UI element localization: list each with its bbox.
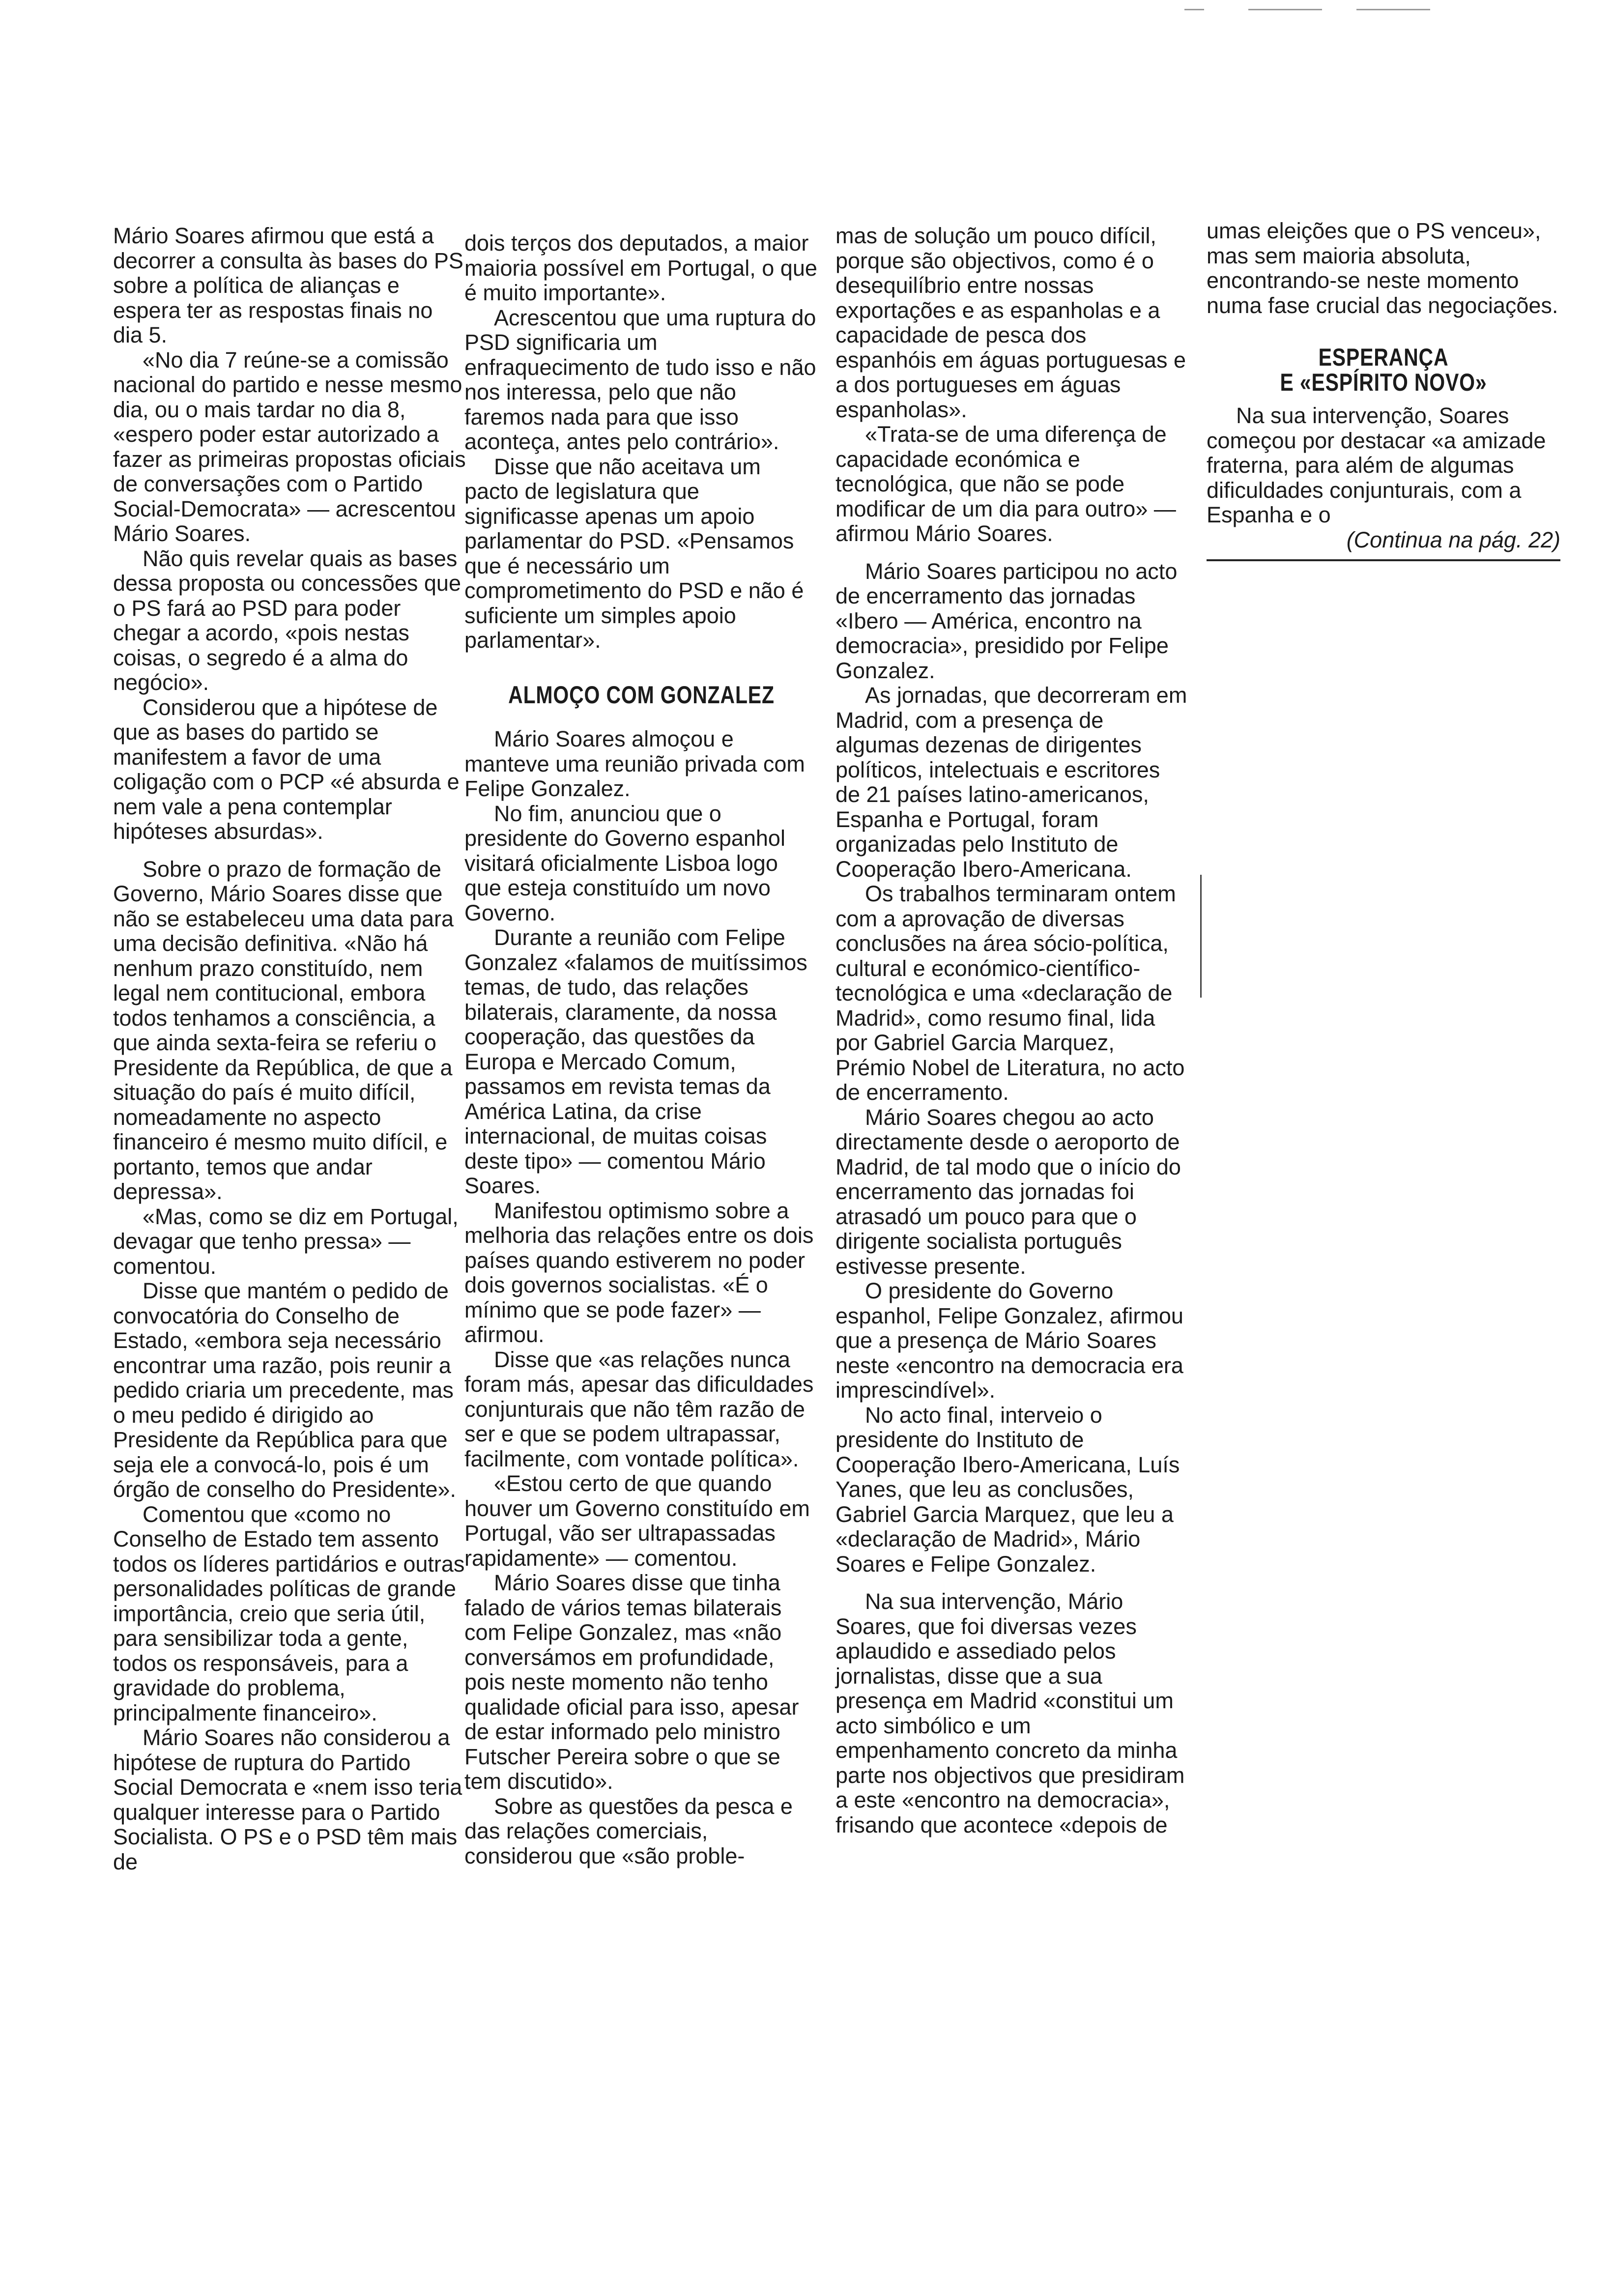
paragraph: O presidente do Governo espanhol, Felipe Gonzalez, afirmou que a presença de Mário Soares neste «encontro na democracia era imprescindível». <box>835 1278 1183 1403</box>
paragraph: Disse que «as relações nunca foram más, apesar das dificuldades conjunturais que não têm razão de ser e que se podem ultrapassar, facilmente, com vontade política». <box>464 1347 814 1471</box>
top-rule-right <box>1356 9 1430 10</box>
article-column-2 <box>464 231 818 1868</box>
paragraph: Sobre o prazo de formação de Governo, Mário Soares disse que não se estabeleceu uma data para uma decisão definitiva. «Não há nenhum prazo constituído, nem legal nem contitucional, embora todos tenhamos a consciência, a que ainda sexta-feira se referiu o Presidente da República, de que a situação do país é muito difícil, nomeadamente no aspecto financeiro é mesmo muito difícil, e portanto, temos que andar depressa». <box>113 856 454 1204</box>
paragraph: Acrescentou que uma ruptura do PSD significaria um enfraquecimento de tudo isso e não nos interessa, pelo que não faremos nada para que isso aconteça, antes pelo contrário». <box>464 305 816 454</box>
article-column-1 <box>113 224 467 1874</box>
paragraph: Durante a reunião com Felipe Gonzalez «falamos de muitíssimos temas, de tudo, das relações bilaterais, claramente, da nossa cooperação, das questões da Europa e Mercado Comum, passamos em revista temas da América Latina, da crise internacional, de muitas coisas deste tipo» — comentou Mário Soares. <box>464 925 807 1198</box>
paragraph: Disse que mantém o pedido de convocatória do Conselho de Estado, «embora seja necessário encontrar uma razão, pois reunir a pedido criaria um precedente, mas o meu pedido é dirigido ao Presidente da República para que seja ele a convocá-lo, pois é um órgão de conselho do Presidente». <box>113 1278 457 1502</box>
paragraph: Manifestou optimismo sobre a melhoria das relações entre os dois países quando estiverem no poder dois governos socialistas. «É o mínimo que se pode fazer» — afirmou. <box>464 1198 814 1347</box>
article-column-3 <box>835 224 1189 1837</box>
paragraph: Mário Soares disse que tinha falado de vários temas bilaterais com Felipe Gonzalez, mas «não conversámos em profundidade, pois neste momento não tenho qualidade oficial para isso, apesar de estar informado pelo ministro Futscher Pereira sobre o que se tem discutido». <box>464 1570 799 1794</box>
paragraph: Na sua intervenção, Mário Soares, que foi diversas vezes aplaudido e assediado pelos jornalistas, disse que a sua presença em Madrid «constitui um acto simbólico e um empenhamento concreto da minha parte nos objectivos que presidiram a este «encontro na democracia», frisando que acontece «depois de <box>835 1589 1185 1837</box>
paragraph: Na sua intervenção, Soares começou por destacar «a amizade fraterna, para além de algumas dificuldades conjunturais, com a Espanha e o <box>1207 403 1546 527</box>
paragraph: Disse que não aceitava um pacto de legislatura que significasse apenas um apoio parlamentar do PSD. «Pensamos que é necessário um comprometimento do PSD e não é suficiente um simples apoio parlamentar». <box>464 454 804 653</box>
top-rule-left <box>1184 9 1204 10</box>
paragraph: dois terços dos deputados, a maior maioria possível em Portugal, o que é muito importante». <box>464 230 817 305</box>
paragraph: Mário Soares almoçou e manteve uma reunião privada com Felipe Gonzalez. <box>464 726 805 801</box>
top-rule-mid <box>1248 9 1322 10</box>
paragraph: Sobre as questões da pesca e das relações comerciais, considerou que «são proble- <box>464 1793 793 1868</box>
paragraph: Mário Soares participou no acto de encerramento das jornadas «Ibero — América, encontro na democracia», presidido por Felipe Gonzalez. <box>835 558 1178 683</box>
paragraph: Mário Soares chegou ao acto directamente desde o aeroporto de Madrid, de tal modo que o início do encerramento das jornadas foi atrasadó um pouco para que o dirigente socialista português estivesse presente. <box>835 1104 1181 1279</box>
paragraph: Considerou que a hipótese de que as bases do partido se manifestem a favor de uma coligação com o PCP «é absurda e nem vale a pena contemplar hipóteses absurdas». <box>113 694 460 844</box>
paragraph: Não quis revelar quais as bases dessa proposta ou concessões que o PS fará ao PSD para poder chegar a acordo, «pois nestas coisas, o segredo é a alma do negócio». <box>113 545 461 695</box>
paragraph: Os trabalhos terminaram ontem com a aprovação de diversas conclusões na área sócio-política, cultural e económico-científico-tecnológica e uma «declaração de Madrid», como resumo final, lida por Gabriel Garcia Marquez, Prémio Nobel de Literatura, no acto de encerramento. <box>835 881 1185 1105</box>
paragraph: As jornadas, que decorreram em Madrid, com a presença de algumas dezenas de dirigentes políticos, intelectuais e escritores de 21 países latino-americanos, Espanha e Portugal, foram organizadas pelo Instituto de Cooperação Ibero-Americana. <box>835 683 1187 882</box>
continuation-note: (Continua na pág. 22) <box>1207 528 1560 562</box>
article-column-4 <box>1207 219 1560 561</box>
section-heading-esperanca-line2: E «ESPÍRITO NOVO» <box>1280 368 1487 396</box>
paragraph: umas eleições que o PS venceu», mas sem maioria absoluta, encontrando-se neste momento numa fase crucial das negociações. <box>1207 218 1558 318</box>
paragraph: «No dia 7 reúne-se a comissão nacional do partido e nesse mesmo dia, ou o mais tardar no dia 8, «espero poder estar autorizado a fazer as primeiras propostas oficiais de conversações com o Partido Social-Democrata» — acrescentou Mário Soares. <box>113 347 466 546</box>
paragraph: No fim, anunciou que o presidente do Governo espanhol visitará oficialmente Lisboa logo que esteja constituído um novo Governo. <box>464 801 785 925</box>
section-heading-almoco: ALMOÇO COM GONZALEZ <box>508 681 775 709</box>
paragraph: No acto final, interveio o presidente do Instituto de Cooperação Ibero-Americana, Luís Yanes, que leu as conclusões, Gabriel Garcia Marquez, que leu a «declaração de Madrid», Mário Soares e Felipe Gonzalez. <box>835 1402 1180 1577</box>
paragraph: Comentou que «como no Conselho de Estado tem assento todos os líderes partidários e outras personalidades políticas de grande importância, creio que seria útil, para sensibilizar toda a gente, todos os responsáveis, para a gravidade do problema, principalmente financeiro». <box>113 1501 465 1725</box>
paragraph: «Trata-se de uma diferença de capacidade económica e tecnológica, que não se pode modificar de um dia para outro» — afirmou Mário Soares. <box>835 422 1176 546</box>
paragraph: «Mas, como se diz em Portugal, devagar que tenho pressa» — comentou. <box>113 1204 459 1279</box>
paragraph: mas de solução um pouco difícil, porque são objectivos, como é o desequilíbrio entre nossas exportações e as espanholas e a capacidade de pesca dos espanhóis em águas portuguesas e a dos portugueses em águas espanholas». <box>835 223 1186 422</box>
column-separator <box>1200 875 1202 998</box>
section-heading-esperanca-line1: ESPERANÇA <box>1318 344 1449 371</box>
paragraph: Mário Soares não considerou a hipótese de ruptura do Partido Social Democrata e «nem isso teria qualquer interesse para o Partido Socialista. O PS e o PSD têm mais de <box>113 1725 462 1874</box>
paragraph: Mário Soares afirmou que está a decorrer a consulta às bases do PS sobre a política de alianças e espera ter as respostas finais no dia 5. <box>113 223 463 347</box>
paragraph: «Estou certo de que quando houver um Governo constituído em Portugal, vão ser ultrapassadas rapidamente» — comentou. <box>464 1471 810 1571</box>
